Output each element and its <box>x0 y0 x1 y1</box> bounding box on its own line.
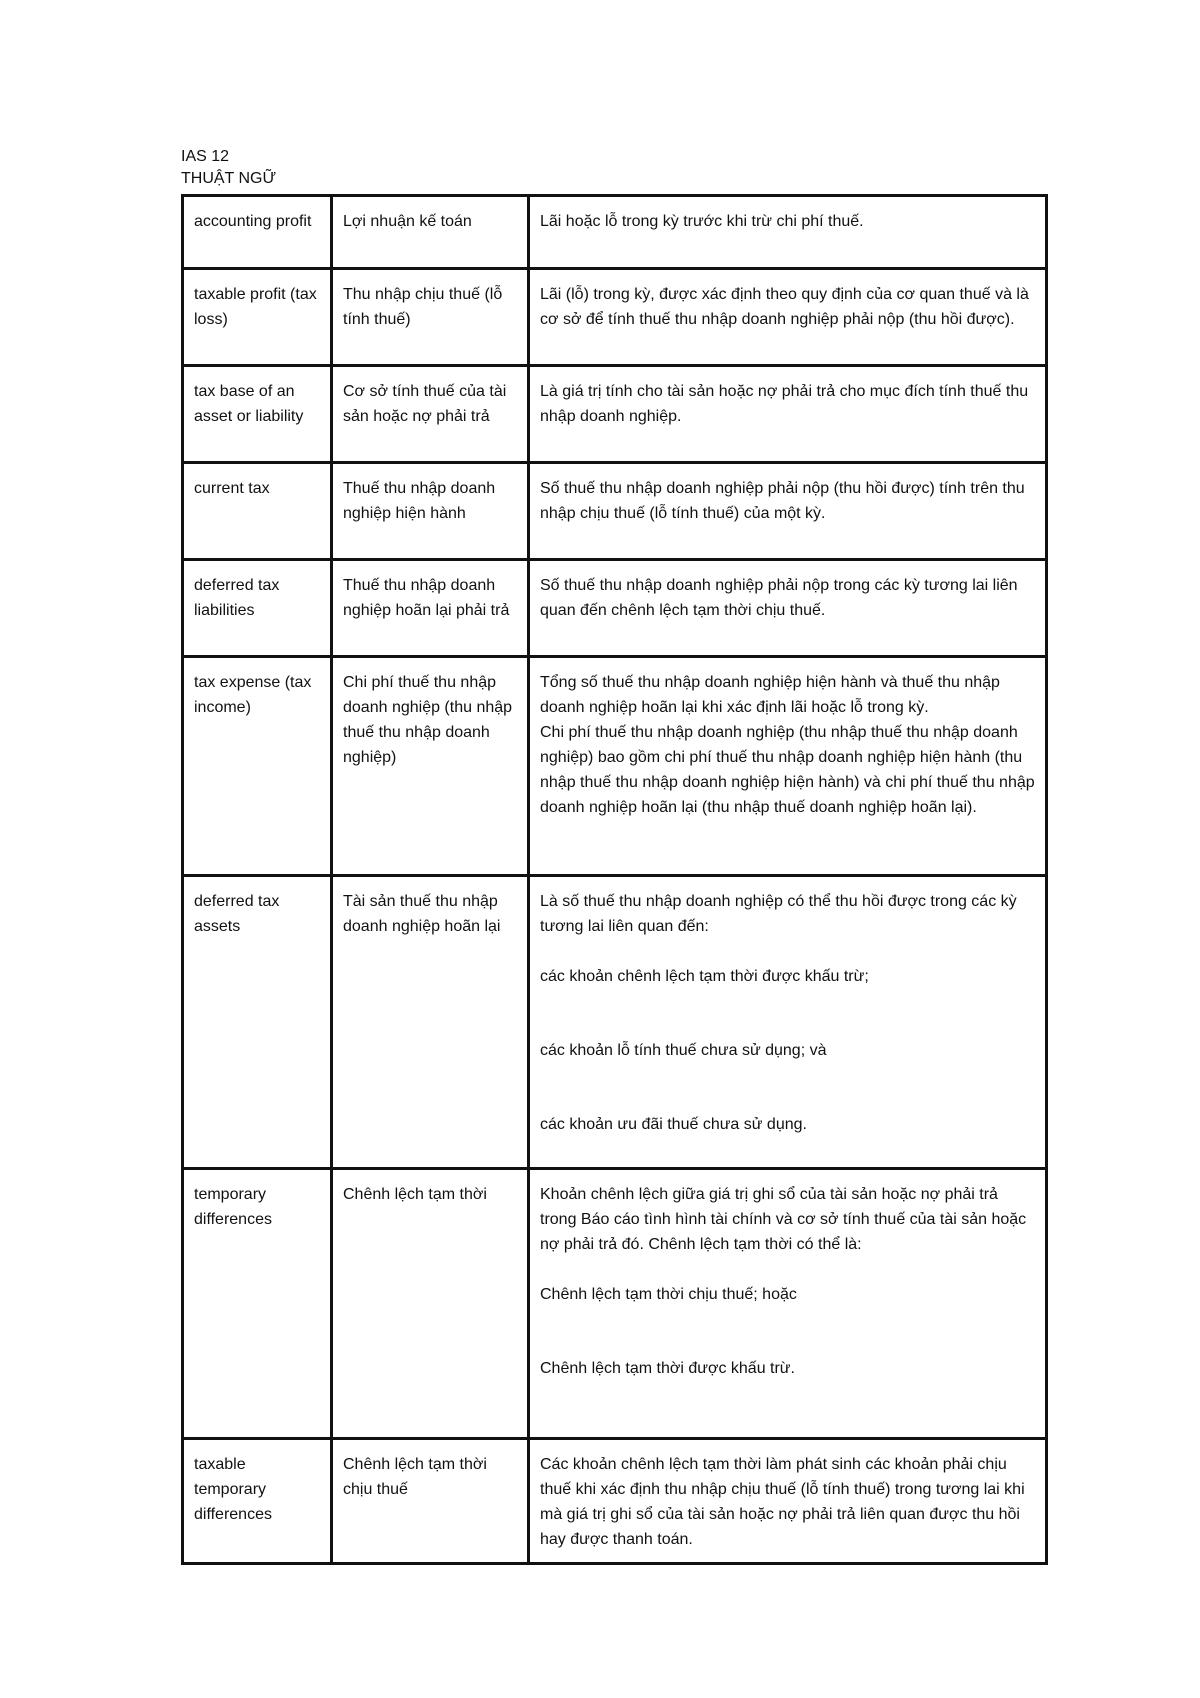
translation-cell: Thuế thu nhập doanh nghiệp hoãn lại phải trả <box>332 560 529 657</box>
table-row <box>183 1439 1047 1564</box>
document-title: IAS 12 <box>181 148 230 165</box>
term-cell: temporary differences <box>183 1169 332 1439</box>
definition-cell <box>529 657 1047 876</box>
translation-cell: Thuế thu nhập doanh nghiệp hiện hành <box>332 463 529 560</box>
term-cell: tax expense (tax income) <box>183 657 332 876</box>
table-row <box>183 366 1047 463</box>
definition-cell <box>529 463 1047 560</box>
table-row <box>183 463 1047 560</box>
translation-cell: Chi phí thuế thu nhập doanh nghiệp (thu nhập thuế thu nhập doanh nghiệp) <box>332 657 529 876</box>
definition-paragraph: Các khoản chênh lệch tạm thời làm phát sinh các khoản phải chịu thuế khi xác định thu nhập chịu thuế (lỗ tính thuế) trong tương lai khi mà giá trị ghi sổ của tài sản hoặc nợ phải trả liên quan được thu hồi hay được thanh toán. <box>540 1456 1025 1548</box>
term-cell: deferred tax liabilities <box>183 560 332 657</box>
term-cell: tax base of an asset or liability <box>183 366 332 463</box>
definition-paragraph: Tổng số thuế thu nhập doanh nghiệp hiện hành và thuế thu nhập doanh nghiệp hoãn lại khi xác định lãi hoặc lỗ trong kỳ. <box>540 674 1000 716</box>
definition-cell <box>529 366 1047 463</box>
definition-paragraph: Chi phí thuế thu nhập doanh nghiệp (thu nhập thuế thu nhập doanh nghiệp) bao gồm chi phí thuế thu nhập doanh nghiệp hiện hành (thu nhập thuế thu nhập doanh nghiệp hiện hành) và chi phí thuế thu nhập doanh nghiệp hoãn lại (thu nhập thuế doanh nghiệp hoãn lại). <box>540 724 1035 816</box>
definition-paragraph: Là giá trị tính cho tài sản hoặc nợ phải trả cho mục đích tính thuế thu nhập doanh nghiệp. <box>540 383 1029 425</box>
definition-list-item: Chênh lệch tạm thời được khấu trừ. <box>540 1360 795 1377</box>
definition-paragraph: Số thuế thu nhập doanh nghiệp phải nộp (thu hồi được) tính trên thu nhập chịu thuế (lỗ tính thuế) của một kỳ. <box>540 480 1025 522</box>
document-subtitle: THUẬT NGỮ <box>181 170 277 187</box>
table-row <box>183 876 1047 1169</box>
definition-cell <box>529 1169 1047 1439</box>
definition-cell <box>529 876 1047 1169</box>
table-row <box>183 657 1047 876</box>
term-cell: taxable temporary differences <box>183 1439 332 1564</box>
term-cell: accounting profit <box>183 196 332 269</box>
translation-cell: Thu nhập chịu thuế (lỗ tính thuế) <box>332 269 529 366</box>
translation-cell: Chênh lệch tạm thời chịu thuế <box>332 1439 529 1564</box>
definition-paragraph: Là số thuế thu nhập doanh nghiệp có thể thu hồi được trong các kỳ tương lai liên quan đến: <box>540 893 1017 935</box>
translation-cell: Cơ sở tính thuế của tài sản hoặc nợ phải trả <box>332 366 529 463</box>
definition-cell <box>529 196 1047 269</box>
table-row <box>183 269 1047 366</box>
definition-cell <box>529 560 1047 657</box>
definition-cell <box>529 1439 1047 1564</box>
table-row <box>183 1169 1047 1439</box>
definition-paragraph: Số thuế thu nhập doanh nghiệp phải nộp trong các kỳ tương lai liên quan đến chênh lệch tạm thời chịu thuế. <box>540 577 1018 619</box>
definition-paragraph: Khoản chênh lệch giữa giá trị ghi sổ của tài sản hoặc nợ phải trả trong Báo cáo tình hình tài chính và cơ sở tính thuế của tài sản hoặc nợ phải trả đó. Chênh lệch tạm thời có thể là: <box>540 1186 1027 1253</box>
definition-paragraph: Lãi (lỗ) trong kỳ, được xác định theo quy định của cơ quan thuế và là cơ sở để tính thuế thu nhập doanh nghiệp phải nộp (thu hồi được). <box>540 286 1029 328</box>
table-row <box>183 196 1047 269</box>
term-cell: deferred tax assets <box>183 876 332 1169</box>
definition-cell <box>529 269 1047 366</box>
translation-cell: Lợi nhuận kế toán <box>332 196 529 269</box>
translation-cell: Chênh lệch tạm thời <box>332 1169 529 1439</box>
translation-cell: Tài sản thuế thu nhập doanh nghiệp hoãn lại <box>332 876 529 1169</box>
glossary-table <box>181 194 1048 1565</box>
term-cell: taxable profit (tax loss) <box>183 269 332 366</box>
definition-list-item: các khoản ưu đãi thuế chưa sử dụng. <box>540 1116 807 1133</box>
definition-list-item: Chênh lệch tạm thời chịu thuế; hoặc <box>540 1286 797 1303</box>
table-row <box>183 560 1047 657</box>
definition-list-item: các khoản chênh lệch tạm thời được khấu trừ; <box>540 968 869 985</box>
definition-paragraph: Lãi hoặc lỗ trong kỳ trước khi trừ chi phí thuế. <box>540 213 864 230</box>
definition-list-item: các khoản lỗ tính thuế chưa sử dụng; và <box>540 1042 827 1059</box>
term-cell: current tax <box>183 463 332 560</box>
